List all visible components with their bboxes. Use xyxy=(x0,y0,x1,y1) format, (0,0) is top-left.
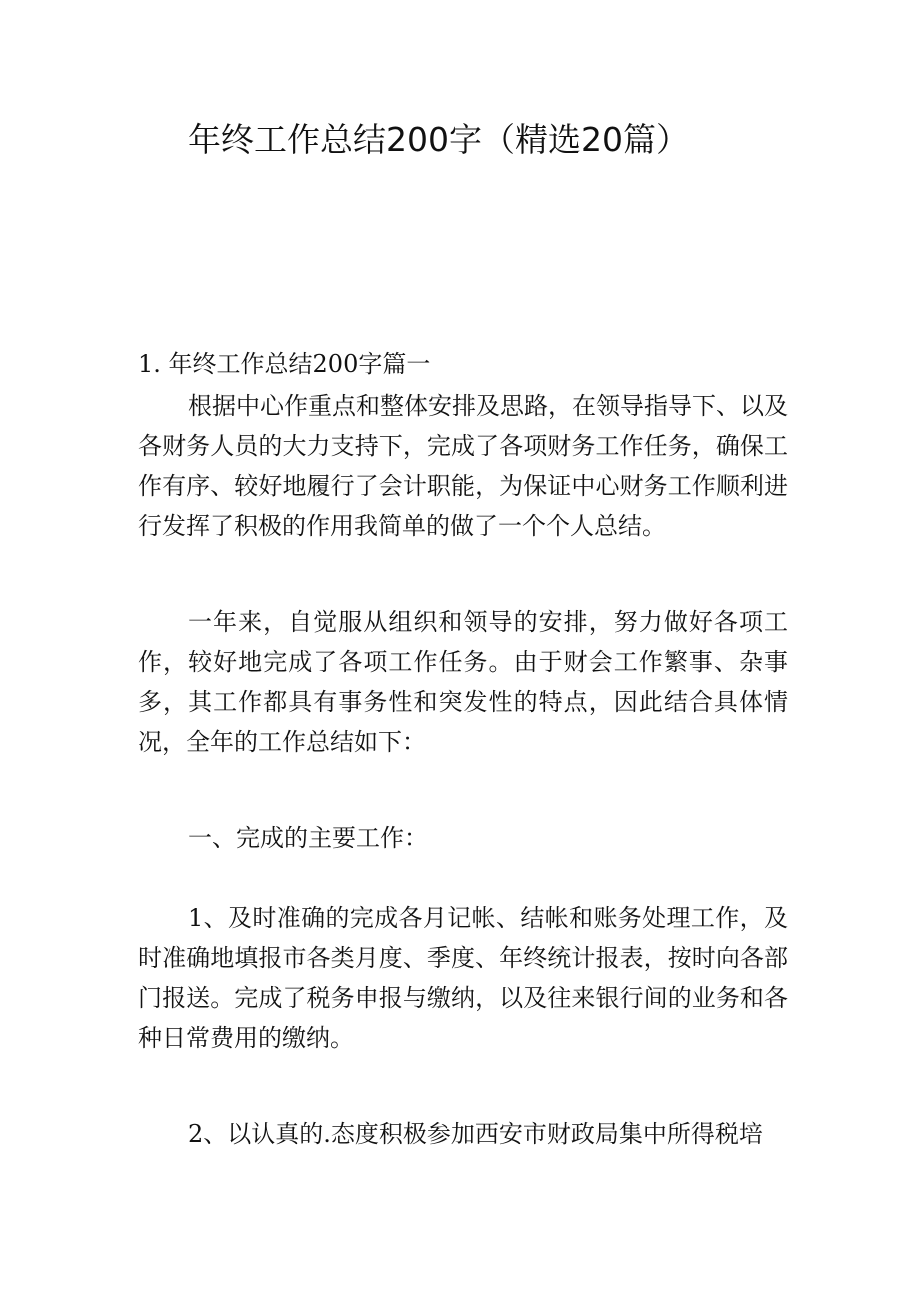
paragraph-3: 一、完成的主要工作： xyxy=(188,824,428,852)
paragraph-1: 根据中心作重点和整体安排及思路，在领导指导下、以及各财务人员的大力支持下，完成了各项财务工作任务，确保工作有序、较好地履行了会计职能，为保证中心财务工作顺利进行发挥了积极的作用我简单的做了一个个人总结。 xyxy=(138,392,788,540)
paragraph-2: 一年来，自觉服从组织和领导的安排，努力做好各项工作，较好地完成了各项工作任务。由于财会工作繁事、杂事多，其工作都具有事务性和突发性的特点，因此结合具体情况，全年的工作总结如下： xyxy=(138,608,788,756)
section-heading: 1. 年终工作总结200字篇一 xyxy=(138,350,431,378)
document-title: 年终工作总结200字（精选20篇） xyxy=(188,120,689,159)
paragraph-5: 2、以认真的.态度积极参加西安市财政局集中所得税培 xyxy=(188,1120,763,1148)
paragraph-4: 1、及时准确的完成各月记帐、结帐和账务处理工作，及时准确地填报市各类月度、季度、年终统计报表，按时向各部门报送。完成了税务申报与缴纳，以及往来银行间的业务和各种日常费用的缴纳。 xyxy=(138,904,788,1052)
